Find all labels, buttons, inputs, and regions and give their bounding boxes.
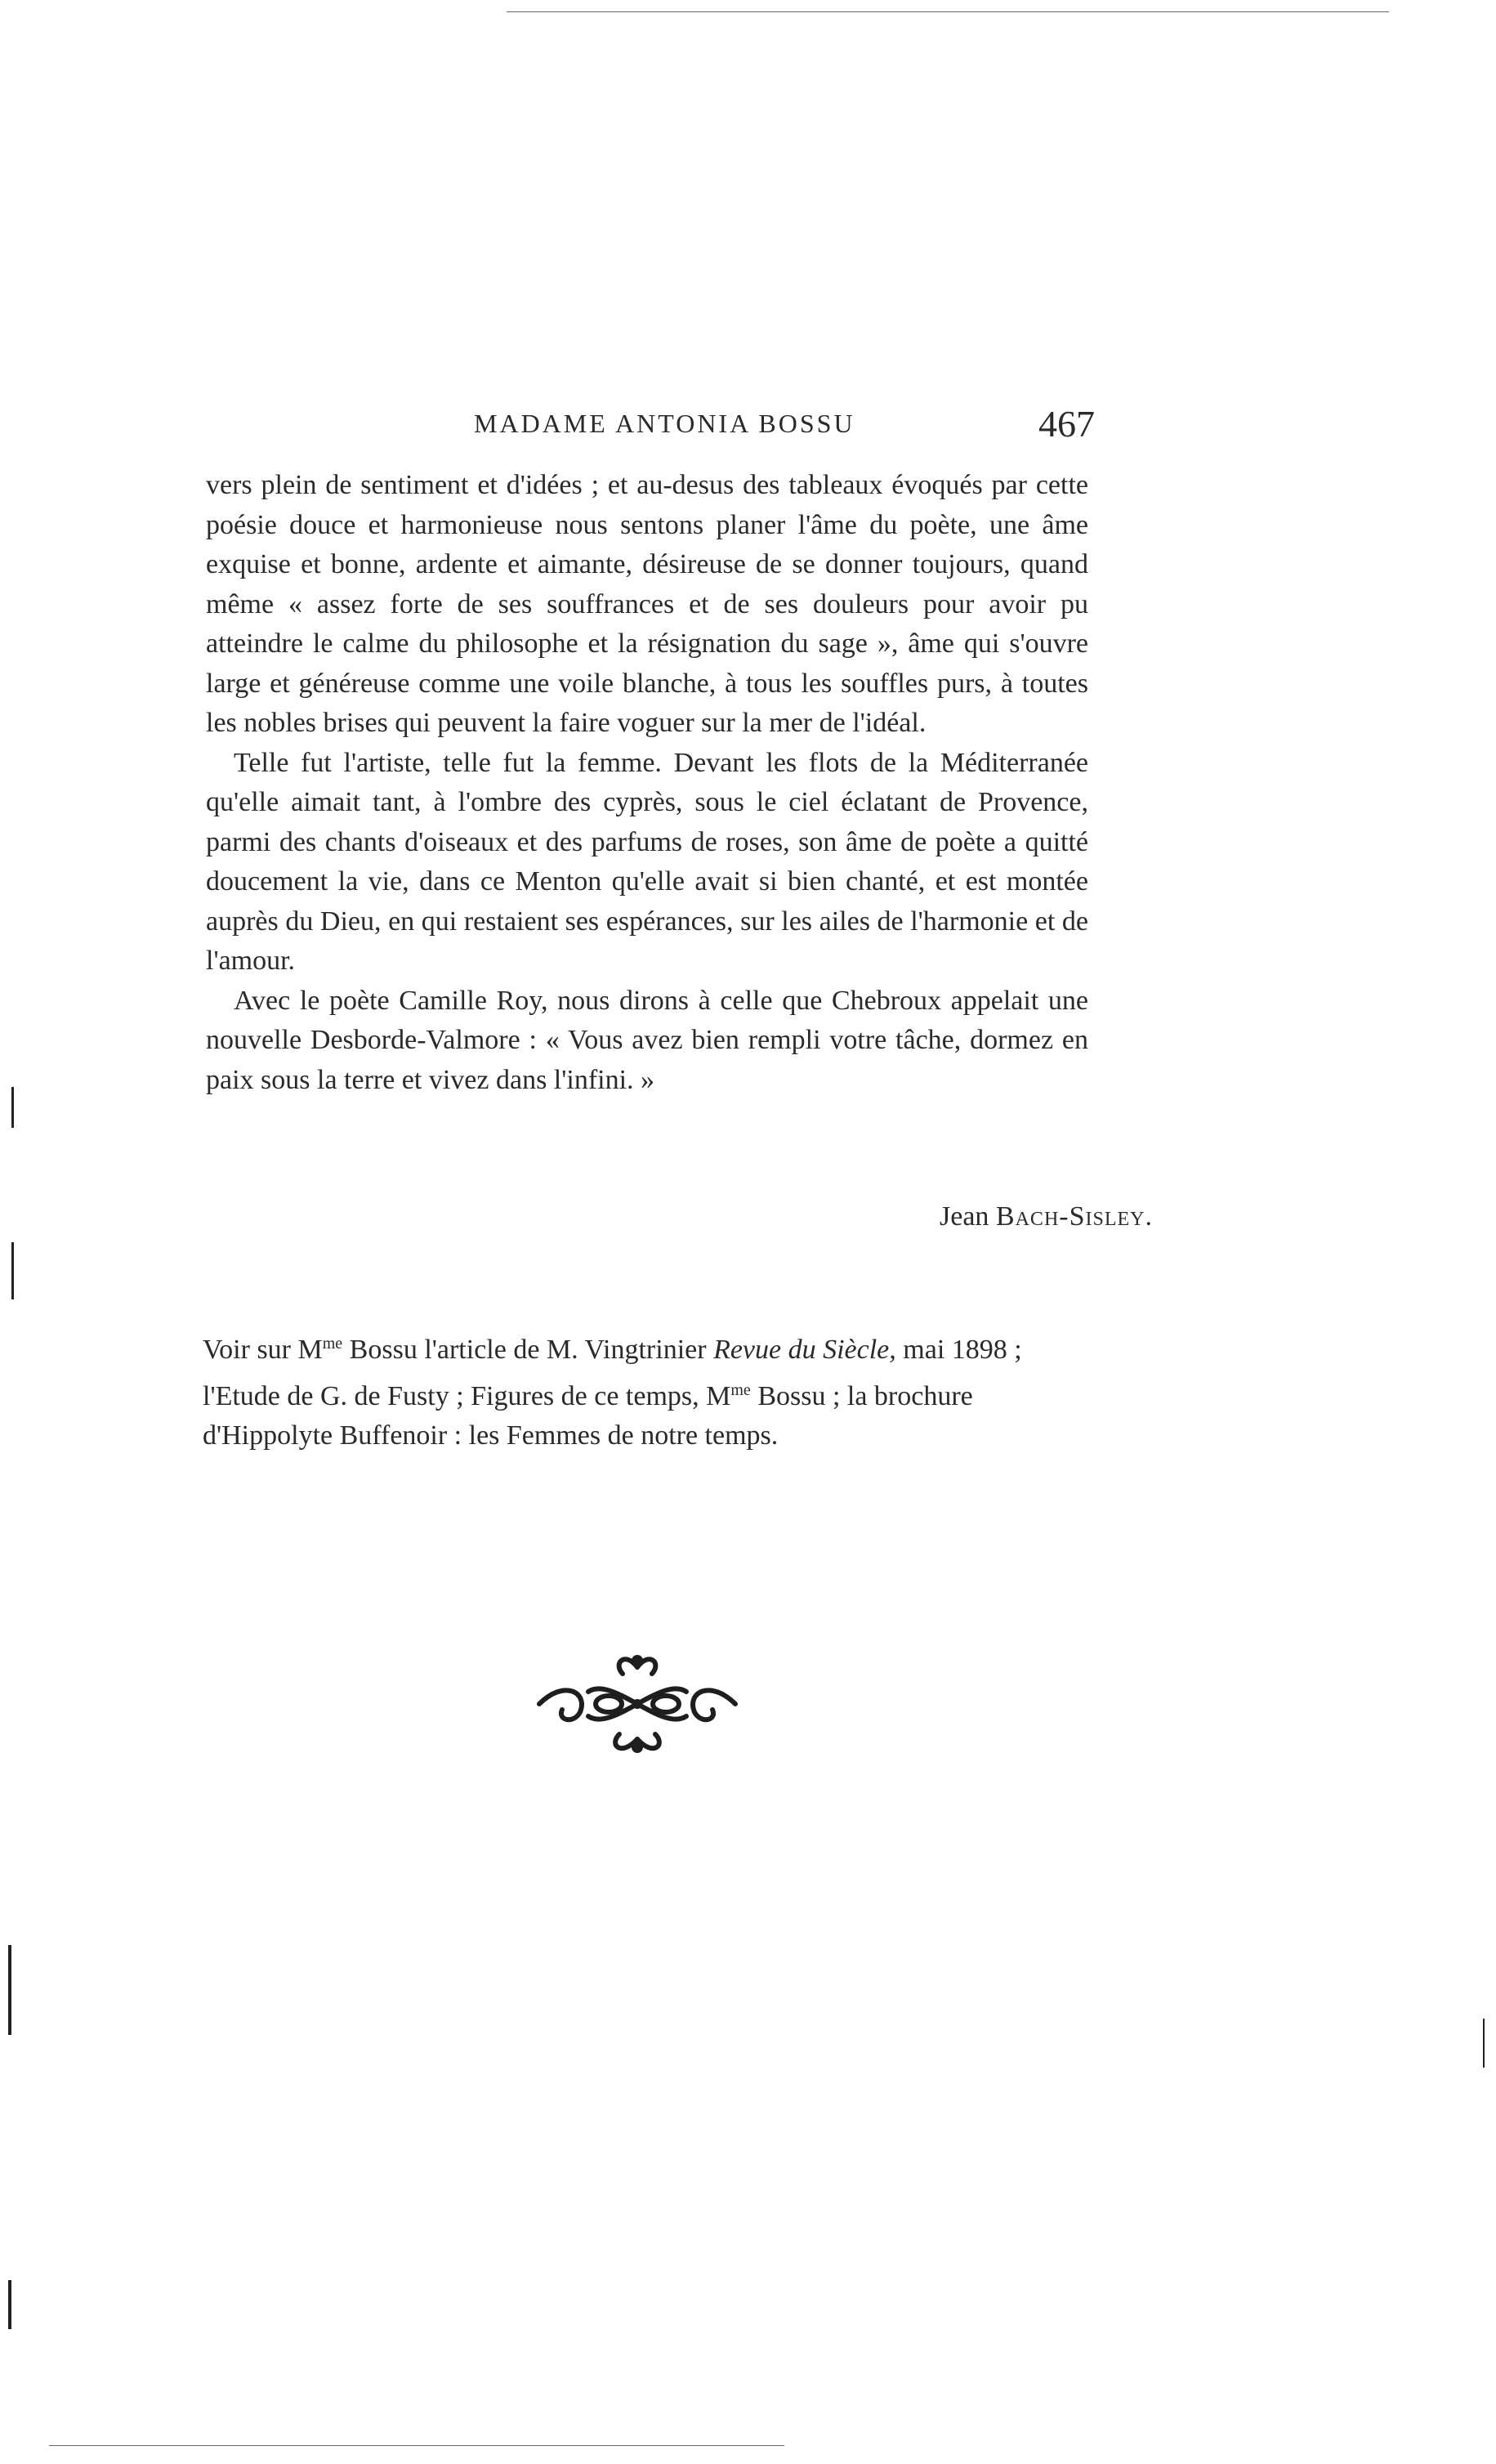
note-text-3: mai 1898 ; l'Etude de G. de Fusty ; Figures de ce temps, M [203,1335,1022,1411]
page-header [204,403,1095,458]
bottom-edge-rule [49,2445,784,2446]
margin-mark [1483,2019,1485,2068]
note-text-1: Voir sur M [203,1335,323,1365]
signature-last-name: Bach-Sisley. [995,1201,1153,1232]
margin-mark [8,1945,11,2035]
reference-note [203,1324,1089,1456]
note-text-4: Bossu ; la brochure d'Hippolyte Buffenoir : les Femmes de notre temps. [203,1380,973,1451]
paragraph-2: Telle fut l'artiste, telle fut la femme. Devant les flots de la Méditerranée qu'elle aimait tant, à l'ombre des cyprès, sous le ciel éclatant de Provence, parmi des chants d'oiseaux et des parfums de roses, son âme de poète a quitté doucement la vie, dans ce Menton qu'elle avait si bien chanté, et est montée auprès du Dieu, en qui restaient ses espérances, sur les ailes de l'harmonie et de l'amour. [206,747,1088,976]
note-superscript-1: me [322,1335,343,1353]
margin-mark [11,1087,14,1128]
signature-first-name: Jean [940,1201,989,1232]
body-text [206,466,1088,1100]
margin-mark [11,1242,14,1299]
running-title: MADAME ANTONIA BOSSU [474,409,855,438]
paragraph-1: vers plein de sentiment et d'idées ; et au-desus des tableaux évoqués par cette poésie douce et harmonieuse nous sentons planer l'âme du poète, une âme exquise et bonne, ardente et aimante, désireuse de se donner toujours, quand même « assez forte de ses souffrances et de ses douleurs pour avoir pu atteindre le calme du philosophe et la résignation du sage », âme qui s'ouvre large et généreuse comme une voile blanche, à tous les souffles purs, à toutes les nobles brises qui peuvent la faire voguer sur la mer de l'idéal. [206,470,1088,738]
fleuron-ornament-icon [531,1643,744,1765]
page-number: 467 [1038,403,1095,445]
author-signature [940,1201,1153,1232]
paragraph-3: Avec le poète Camille Roy, nous dirons à celle que Chebroux appelait une nouvelle Desborde-Valmore : « Vous avez bien rempli votre tâche, dormez en paix sous la terre et vivez dans l'infini. » [206,985,1088,1095]
top-edge-rule [507,11,1389,12]
note-journal-title: Revue du Siècle, [713,1335,896,1365]
note-superscript-2: me [730,1380,751,1399]
margin-mark [8,2280,11,2329]
note-text-2: Bossu l'article de M. Vingtrinier [342,1335,714,1365]
